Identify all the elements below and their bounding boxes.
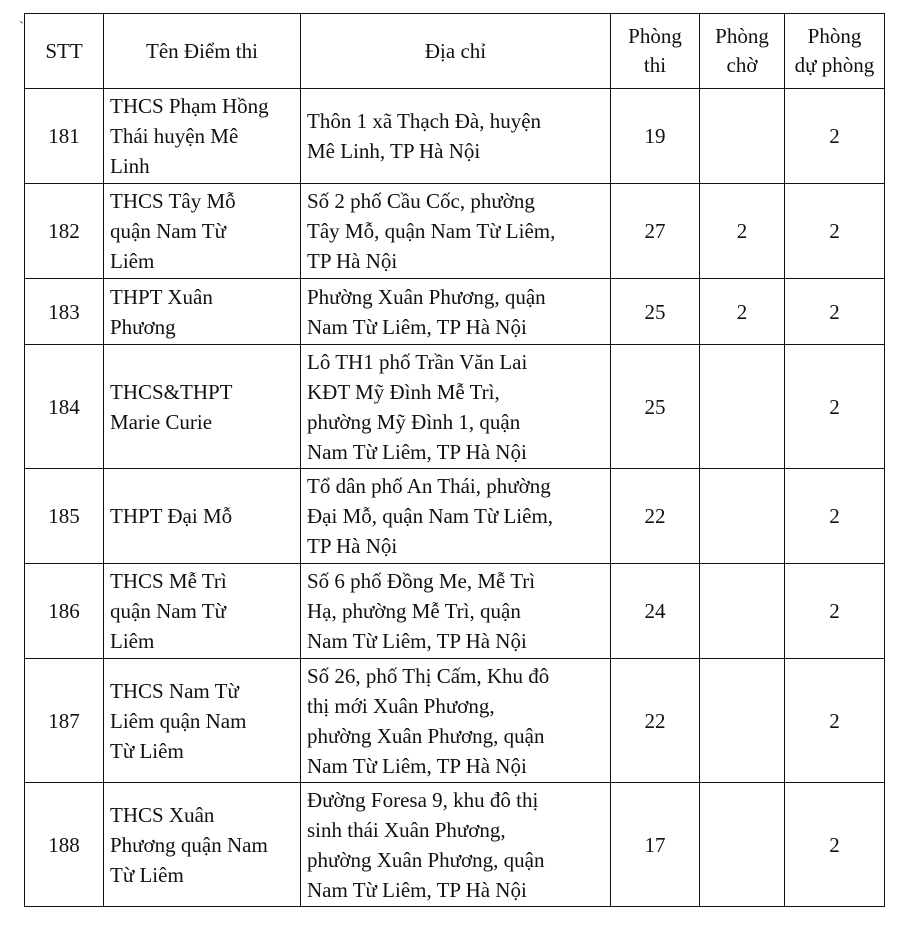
address-line: sinh thái Xuân Phương, (307, 817, 506, 842)
header-name: Tên Điểm thi (104, 14, 301, 89)
waiting-cell (700, 469, 785, 564)
address-line: Số 6 phố Đồng Me, Mễ Trì (307, 569, 536, 593)
site-name-line: THCS Tây Mỗ (110, 189, 236, 213)
address-line: Hạ, phường Mễ Trì, quận (307, 599, 521, 623)
site-name-cell (104, 89, 301, 184)
waiting-cell (700, 564, 785, 659)
address-line: TP Hà Nội (307, 249, 398, 273)
header-waiting-line: Phòng (715, 24, 769, 48)
stt-cell: 185 (25, 469, 104, 564)
table-row (25, 279, 885, 345)
header-rooms (611, 14, 700, 89)
address-line: Số 2 phố Cầu Cốc, phường (307, 189, 535, 213)
waiting-cell: 2 (700, 279, 785, 345)
site-name-cell (104, 469, 301, 564)
address-line: phường Mỹ Đình 1, quận (307, 409, 521, 434)
address-line: Nam Từ Liêm, TP Hà Nội (307, 439, 527, 464)
stt-cell: 183 (25, 279, 104, 345)
table-header-row (25, 14, 885, 89)
reserve-cell: 2 (785, 564, 885, 659)
site-name-line: Phương quận Nam (110, 832, 268, 857)
site-name-cell (104, 659, 301, 783)
header-reserve-line: dự phòng (794, 53, 875, 77)
site-name-line: Liêm (110, 629, 155, 653)
header-reserve (785, 14, 885, 89)
address-line: Lô TH1 phố Trần Văn Lai (307, 349, 528, 374)
site-name-line: THCS&THPT (110, 379, 233, 404)
rooms-cell: 25 (611, 279, 700, 345)
site-name-line: Phương (110, 314, 176, 339)
address-line: Nam Từ Liêm, TP Hà Nội (307, 629, 527, 653)
table-row (25, 345, 885, 469)
stt-cell: 182 (25, 184, 104, 279)
address-line: Nam Từ Liêm, TP Hà Nội (307, 314, 527, 339)
address-line: Tổ dân phố An Thái, phường (307, 474, 551, 498)
reserve-cell: 2 (785, 345, 885, 469)
site-name-cell (104, 279, 301, 345)
site-name-line: Từ Liêm (110, 738, 184, 763)
address-line: Nam Từ Liêm, TP Hà Nội (307, 877, 527, 902)
rooms-cell: 19 (611, 89, 700, 184)
stt-cell: 186 (25, 564, 104, 659)
site-name-line: Linh (110, 154, 150, 178)
site-name-cell (104, 184, 301, 279)
reserve-cell: 2 (785, 783, 885, 907)
header-reserve-line: Phòng (807, 24, 862, 48)
header-waiting-line: chờ (726, 53, 758, 77)
site-name-line: Liêm (110, 249, 155, 273)
site-name-line: THCS Xuân (110, 802, 215, 827)
table-row (25, 659, 885, 783)
address-line: KĐT Mỹ Đình Mễ Trì, (307, 379, 500, 404)
stt-cell: 184 (25, 345, 104, 469)
site-name-line: THCS Phạm Hồng (110, 94, 269, 118)
stt-cell: 181 (25, 89, 104, 184)
reserve-cell: 2 (785, 184, 885, 279)
header-waiting (700, 14, 785, 89)
site-name-line: Từ Liêm (110, 862, 184, 887)
rooms-cell: 22 (611, 469, 700, 564)
header-rooms-line: thi (643, 53, 667, 77)
rooms-cell: 22 (611, 659, 700, 783)
address-line: Đường Foresa 9, khu đô thị (307, 787, 539, 812)
reserve-cell: 2 (785, 469, 885, 564)
header-rooms-line: Phòng (628, 24, 682, 48)
address-line: Đại Mỗ, quận Nam Từ Liêm, (307, 504, 554, 528)
address-cell (301, 345, 611, 469)
stt-cell: 187 (25, 659, 104, 783)
address-line: Tây Mỗ, quận Nam Từ Liêm, (307, 219, 556, 243)
site-name-line: THCS Mễ Trì (110, 569, 227, 593)
address-line: TP Hà Nội (307, 534, 398, 558)
table-row (25, 184, 885, 279)
rooms-cell: 25 (611, 345, 700, 469)
address-cell (301, 783, 611, 907)
site-name-line: THCS Nam Từ (110, 678, 239, 703)
address-line: Mê Linh, TP Hà Nội (307, 139, 481, 163)
address-cell (301, 564, 611, 659)
table-row (25, 469, 885, 564)
stt-cell: 188 (25, 783, 104, 907)
reserve-cell: 2 (785, 659, 885, 783)
site-name-line: THPT Xuân (110, 284, 213, 309)
site-name-line: THPT Đại Mỗ (110, 504, 233, 528)
waiting-cell (700, 783, 785, 907)
rooms-cell: 27 (611, 184, 700, 279)
reserve-cell: 2 (785, 279, 885, 345)
header-address: Địa chỉ (301, 14, 611, 89)
address-line: Số 26, phố Thị Cấm, Khu đô (307, 663, 550, 688)
rooms-cell: 24 (611, 564, 700, 659)
rooms-cell: 17 (611, 783, 700, 907)
site-name-cell (104, 783, 301, 907)
site-name-line: Thái huyện Mê (110, 124, 239, 148)
site-name-line: Liêm quận Nam (110, 708, 247, 733)
address-line: thị mới Xuân Phương, (307, 693, 495, 718)
waiting-cell (700, 345, 785, 469)
table-row (25, 89, 885, 184)
site-name-cell (104, 345, 301, 469)
exam-sites-table (24, 13, 885, 907)
waiting-cell: 2 (700, 184, 785, 279)
table-row (25, 783, 885, 907)
address-cell (301, 184, 611, 279)
site-name-line: quận Nam Từ (110, 219, 226, 243)
site-name-cell (104, 564, 301, 659)
site-name-line: quận Nam Từ (110, 599, 226, 623)
address-cell (301, 279, 611, 345)
waiting-cell (700, 89, 785, 184)
waiting-cell (700, 659, 785, 783)
address-line: phường Xuân Phương, quận (307, 723, 545, 748)
address-line: phường Xuân Phương, quận (307, 847, 545, 872)
address-cell (301, 659, 611, 783)
address-line: Phường Xuân Phương, quận (307, 284, 546, 309)
address-cell (301, 89, 611, 184)
address-cell (301, 469, 611, 564)
scan-mark: ` (19, 20, 24, 35)
reserve-cell: 2 (785, 89, 885, 184)
address-line: Nam Từ Liêm, TP Hà Nội (307, 753, 527, 778)
table-row (25, 564, 885, 659)
site-name-line: Marie Curie (110, 409, 213, 434)
address-line: Thôn 1 xã Thạch Đà, huyện (307, 109, 542, 133)
header-stt: STT (25, 14, 104, 89)
